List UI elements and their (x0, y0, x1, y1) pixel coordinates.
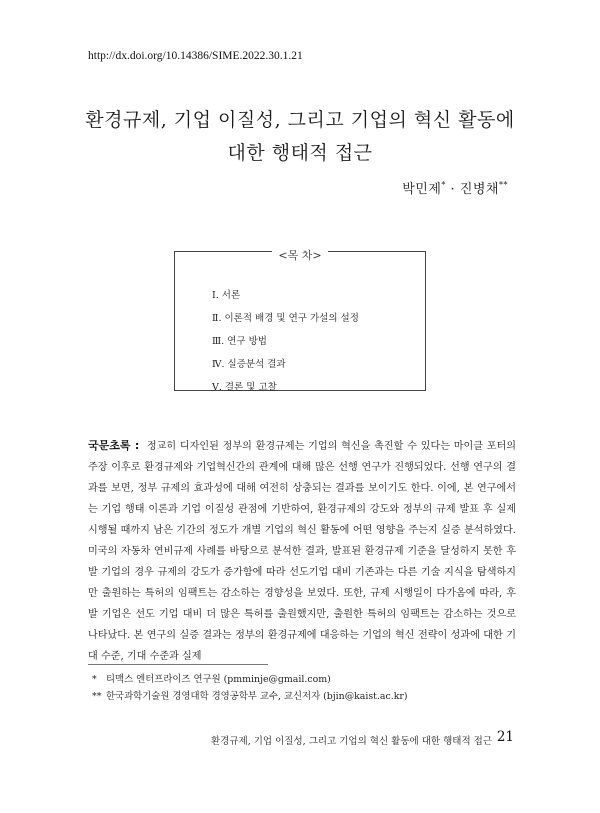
footnote-text: 티맥스 엔터프라이즈 연구원 (pmminje@gmail.com) (106, 674, 331, 685)
toc-heading: <목 차> (272, 249, 327, 262)
author-list (402, 178, 508, 197)
toc-item: Ⅲ. 연구 방법 (212, 336, 267, 347)
author-2: 진병채 (459, 182, 499, 197)
page-number: 21 (496, 729, 514, 745)
author-2-footnote-mark: ** (499, 180, 508, 190)
toc-item: Ⅳ. 실증분석 결과 (212, 359, 286, 370)
title-line-1: 환경규제, 기업 이질성, 그리고 기업의 혁신 활동에 (85, 109, 515, 131)
doi-link[interactable]: http://dx.doi.org/10.14386/SIME.2022.30.1.21 (88, 50, 303, 62)
footnote-mark: * (92, 674, 97, 685)
footnote-text: 한국과학기술원 경영대학 경영공학부 교수, 교신저자 (bjin@kaist.ac.kr) (106, 691, 408, 702)
paper-title (60, 104, 540, 170)
running-header: 환경규제, 기업 이질성, 그리고 기업의 혁신 활동에 대한 행태적 접근 (211, 736, 492, 747)
footnote-2 (92, 688, 408, 705)
table-of-contents-box (174, 251, 426, 391)
footnote-mark: ** (92, 691, 102, 702)
toc-item: Ⅱ. 이론적 배경 및 연구 가설의 설정 (212, 313, 359, 324)
footnotes (92, 671, 408, 705)
author-1-footnote-mark: * (441, 180, 446, 190)
abstract-text: 정교히 디자인된 정부의 환경규제는 기업의 혁신을 촉진할 수 있다는 마이클 포터의 주장 이후로 환경규제와 기업혁신간의 관계에 대해 많은 선행 연구가 진행되었다. 선행 연구의 결과를 보면, 정부 규제의 효과성에 대해 여전히 상충되는 결과를 보이기도 한다. 이에, 본 연구에서는 기업 행태 이론과 기업 이질성 관점에 기반하여, 환경규제의 강도와 정부의 규제 발표 후 실제 시행될 때까지 남은 기간의 정도가 개별 기업의 혁신 활동에 어떤 영향을 주는지 실증 분석하였다. 미국의 자동차 연비규제 사례를 바탕으로 분석한 결과, 발표된 환경규제 기준을 달성하지 못한 후발 기업의 경우 규제의 강도가 증가함에 따라 선도기업 대비 기존과는 다른 기술 지식을 탐색하지만 출원하는 특허의 임팩트는 감소하는 경향성을 보였다. 또한, 규제 시행일이 다가옴에 따라, 후발 기업은 선도 기업 대비 더 많은 특허를 출원했지만, 출원한 특허의 임팩트는 감소하는 것으로 나타났다. 본 연구의 실증 결과는 정부의 환경규제에 대응하는 기업의 혁신 전략이 성과에 대한 기대 수준, 기대 수준과 실제 (88, 441, 516, 662)
author-separator: · (445, 182, 460, 197)
footnote-1 (92, 671, 408, 688)
toc-item: Ⅴ. 결론 및 고찰 (212, 382, 277, 393)
toc-item: Ⅰ. 서론 (212, 290, 241, 301)
author-1: 박민제 (402, 182, 442, 197)
korean-abstract (88, 435, 516, 667)
abstract-label: 국문초록 : (88, 439, 140, 452)
footnote-divider (88, 664, 268, 665)
toc-list (212, 284, 359, 399)
title-line-2: 대한 행태적 접근 (227, 142, 373, 164)
